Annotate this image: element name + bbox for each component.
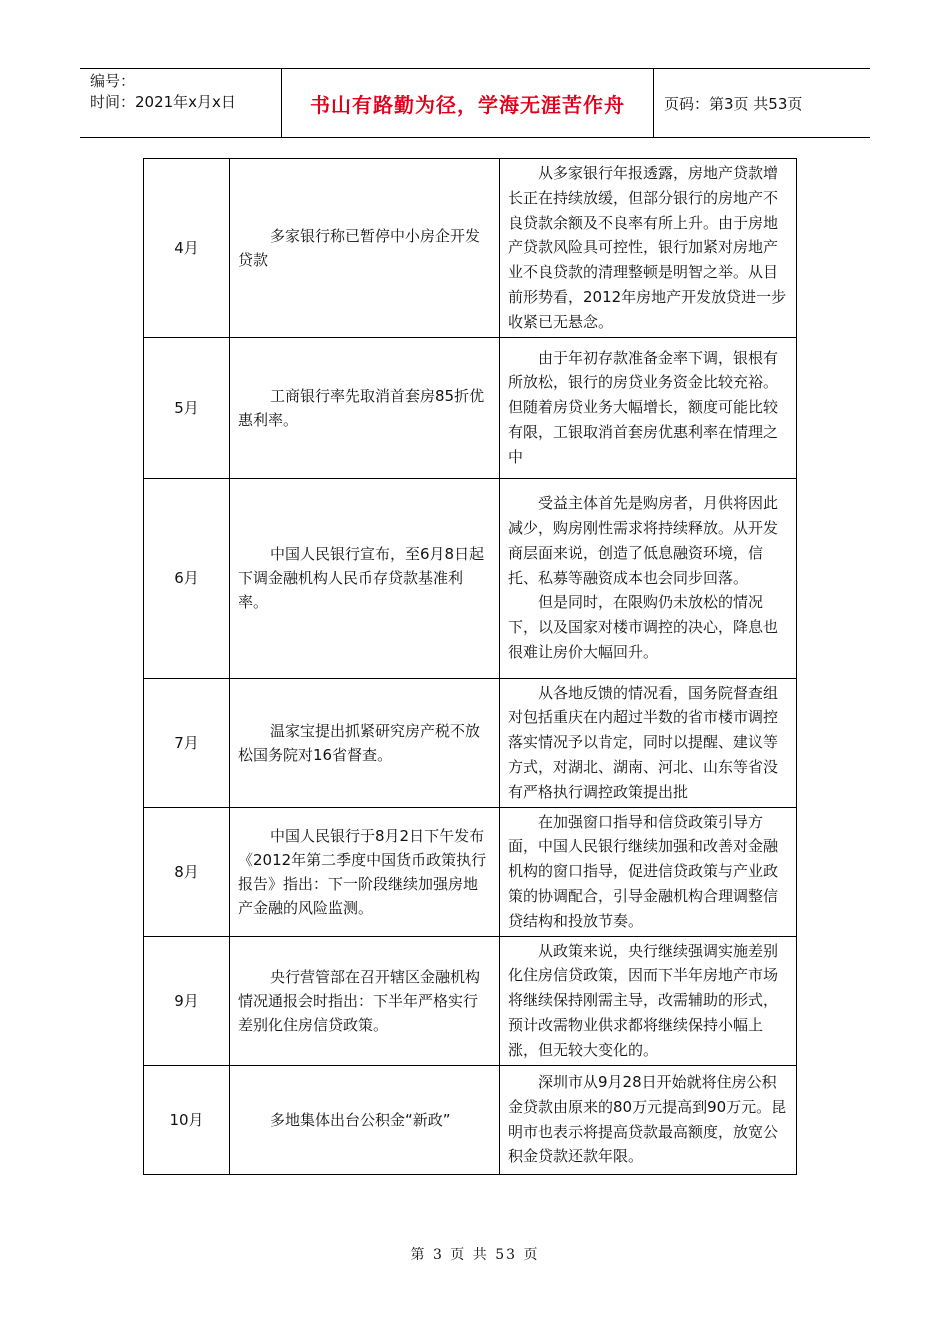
event-cell: 多地集体出台公积金“新政” — [230, 1065, 500, 1174]
month-cell: 9月 — [144, 936, 230, 1065]
page-header — [80, 68, 870, 138]
analysis-paragraph: 由于年初存款准备金率下调，银根有所放松，银行的房贷业务资金比较充裕。但随着房贷业务大幅增长，额度可能比较有限，工银取消首套房优惠利率在情理之中 — [508, 348, 779, 466]
month-cell: 8月 — [144, 807, 230, 936]
motto: 书山有路勤为径，学海无涯苦作舟 — [310, 92, 625, 117]
table-row — [144, 337, 797, 478]
analysis-paragraph: 深圳市从9月28日开始就将住房公积金贷款由原来的80万元提高到90万元。昆明市也表示将提高贷款最高额度，放宽公积金贷款还款年限。 — [508, 1072, 787, 1166]
analysis-cell — [500, 678, 797, 807]
header-motto-cell — [282, 69, 654, 137]
analysis-cell — [500, 478, 797, 678]
analysis-paragraph: 从各地反馈的情况看，国务院督查组对包括重庆在内超过半数的省市楼市调控落实情况予以肯定，同时以提醒、建议等方式，对湖北、湖南、河北、山东等省没有严格执行调控政策提出批 — [508, 683, 779, 801]
policy-table — [143, 158, 797, 1175]
header-meta — [80, 69, 282, 137]
event-cell: 中国人民银行宣布，至6月8日起下调金融机构人民币存贷款基准利率。 — [230, 478, 500, 678]
table-row — [144, 678, 797, 807]
analysis-paragraph: 在加强窗口指导和信贷政策引导方面，中国人民银行继续加强和改善对金融机构的窗口指导，促进信贷政策与产业政策的协调配合，引导金融机构合理调整信贷结构和投放节奏。 — [508, 812, 779, 930]
analysis-paragraph: 但是同时，在限购仍未放松的情况下，以及国家对楼市调控的决心，降息也很难让房价大幅回升。 — [508, 593, 779, 662]
month-cell: 7月 — [144, 678, 230, 807]
page-code: 页码：第3页 共53页 — [664, 94, 803, 113]
page-footer: 第 3 页 共 53 页 — [410, 1247, 540, 1263]
analysis-cell — [500, 936, 797, 1065]
month-cell: 4月 — [144, 159, 230, 338]
analysis-paragraph: 从政策来说，央行继续强调实施差别化住房信贷政策，因而下半年房地产市场将继续保持刚需主导，改需辅助的形式，预计改需物业供求都将继续保持小幅上涨，但无较大变化的。 — [508, 941, 779, 1059]
table-row — [144, 936, 797, 1065]
table-row — [144, 478, 797, 678]
event-cell: 多家银行称已暂停中小房企开发贷款 — [230, 159, 500, 338]
month-cell: 6月 — [144, 478, 230, 678]
header-page-code — [654, 69, 870, 137]
analysis-cell — [500, 1065, 797, 1174]
event-cell: 央行营管部在召开辖区金融机构情况通报会时指出：下半年严格实行差别化住房信贷政策。 — [230, 936, 500, 1065]
analysis-paragraph: 从多家银行年报透露，房地产贷款增长正在持续放缓，但部分银行的房地产不良贷款余额及不良率有所上升。由于房地产贷款风险具可控性，银行加紧对房地产业不良贷款的清理整顿是明智之举。从目前形势看，2012年房地产开发放贷进一步收紧已无悬念。 — [508, 164, 787, 331]
event-cell: 温家宝提出抓紧研究房产税不放松国务院对16省督查。 — [230, 678, 500, 807]
table-row — [144, 807, 797, 936]
analysis-cell — [500, 159, 797, 338]
month-cell: 5月 — [144, 337, 230, 478]
analysis-cell — [500, 807, 797, 936]
analysis-paragraph: 受益主体首先是购房者，月供将因此减少，购房刚性需求将持续释放。从开发商层面来说，创造了低息融资环境，信托、私募等融资成本也会同步回落。 — [508, 494, 779, 587]
table-row — [144, 1065, 797, 1174]
month-cell: 10月 — [144, 1065, 230, 1174]
document-number: 编号： — [90, 72, 136, 90]
analysis-cell — [500, 337, 797, 478]
document-time: 时间：2021年x月x日 — [90, 93, 236, 111]
table-row — [144, 159, 797, 338]
event-cell: 中国人民银行于8月2日下午发布《2012年第二季度中国货币政策执行报告》指出：下一阶段继续加强房地产金融的风险监测。 — [230, 807, 500, 936]
event-cell: 工商银行率先取消首套房85折优惠利率。 — [230, 337, 500, 478]
